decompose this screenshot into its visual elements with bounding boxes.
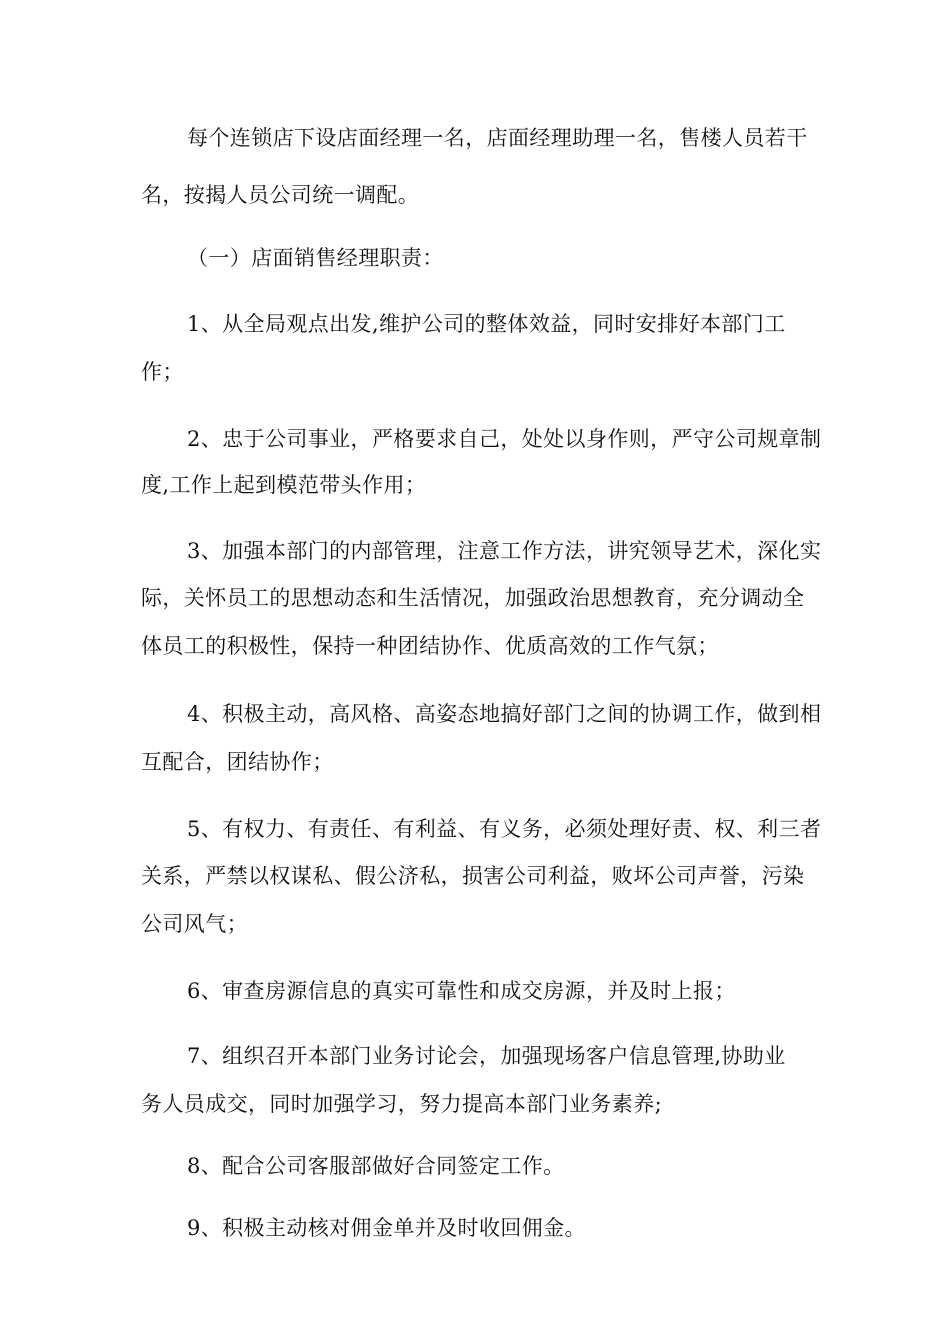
item-9-line-1: 9、积极主动核对佣金单并及时收回佣金。	[187, 1216, 586, 1240]
item-3-line-3: 体员工的积极性，保持一种团结协作、优质高效的工作气氛；	[141, 634, 719, 658]
item-3-line-1: 3、加强本部门的内部管理，注意工作方法，讲究领导艺术，深化实	[187, 539, 822, 563]
intro-line-2: 名，按揭人员公司统一调配。	[141, 183, 420, 207]
item-7-line-2: 务人员成交，同时加强学习，努力提高本部门业务素养;	[141, 1092, 663, 1116]
item-4-line-1: 4、积极主动，高风格、高姿态地搞好部门之间的协调工作，做到相	[187, 702, 822, 726]
item-4-line-2: 互配合，团结协作；	[141, 750, 334, 774]
item-5-line-1: 5、有权力、有责任、有利益、有义务，必须处理好责、权、利三者	[187, 817, 822, 841]
item-3-line-2: 际，关怀员工的思想动态和生活情况，加强政治思想教育，充分调动全	[141, 586, 805, 610]
item-8-line-1: 8、配合公司客服部做好合同签定工作。	[187, 1154, 565, 1178]
item-7-line-1: 7、组织召开本部门业务讨论会，加强现场客户信息管理,协助业	[187, 1044, 786, 1068]
item-1-line-2: 作；	[141, 360, 184, 384]
item-1-line-1: 1、从全局观点出发,维护公司的整体效益，同时安排好本部门工	[187, 312, 786, 336]
item-5-line-3: 公司风气；	[141, 912, 248, 936]
section-heading: （一）店面销售经理职责：	[187, 246, 444, 270]
item-5-line-2: 关系，严禁以权谋私、假公济私，损害公司利益，败坏公司声誉，污染	[141, 864, 805, 888]
intro-line-1: 每个连锁店下设店面经理一名，店面经理助理一名，售楼人员若干	[187, 126, 808, 150]
item-2-line-1: 2、忠于公司事业，严格要求自己，处处以身作则，严守公司规章制	[187, 427, 822, 451]
item-2-line-2: 度,工作上起到模范带头作用；	[141, 473, 427, 497]
item-6-line-1: 6、审查房源信息的真实可靠性和成交房源，并及时上报；	[187, 979, 736, 1003]
